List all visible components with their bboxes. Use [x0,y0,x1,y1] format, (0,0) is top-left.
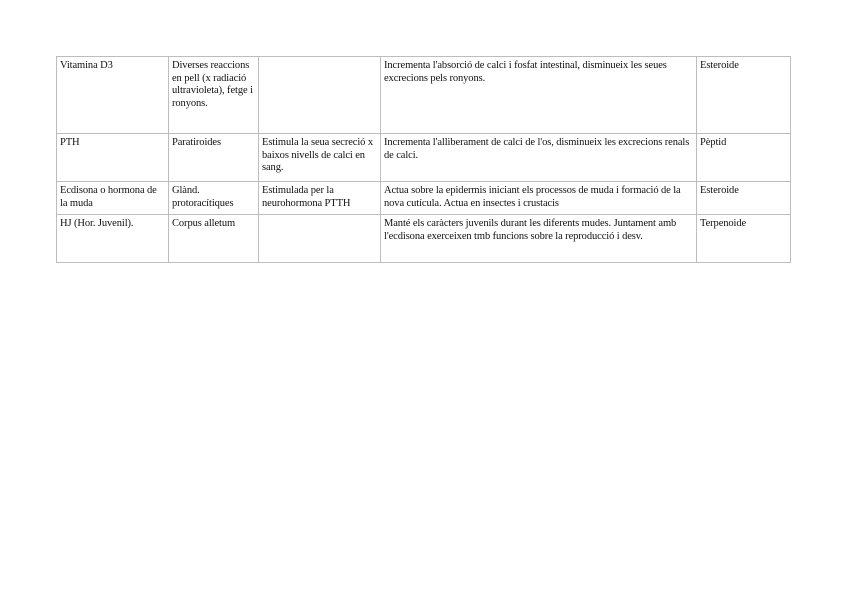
chemical-type-cell: Esteroide [697,182,791,215]
regulation-cell [259,215,381,263]
origin-cell: Glànd. protoracítiques [169,182,259,215]
table-row [57,182,791,215]
hormone-table [56,56,791,263]
function-cell: Actua sobre la epidermis iniciant els processos de muda i formació de la nova cutícula. Actua en insectes i crustacis [381,182,697,215]
regulation-cell: Estimulada per la neurohormona PTTH [259,182,381,215]
chemical-type-cell: Terpenoide [697,215,791,263]
table-row [57,57,791,134]
chemical-type-cell: Esteroide [697,57,791,134]
hormone-name-cell: HJ (Hor. Juvenil). [57,215,169,263]
chemical-type-cell: Pèptid [697,134,791,182]
origin-cell: Corpus alletum [169,215,259,263]
function-cell: Manté els caràcters juvenils durant les diferents mudes. Juntament amb l'ecdisona exerceixen tmb funcions sobre la reproducció i desv. [381,215,697,263]
table-row [57,215,791,263]
hormone-name-cell: PTH [57,134,169,182]
hormone-name-cell: Ecdisona o hormona de la muda [57,182,169,215]
function-cell: Incrementa l'alliberament de calci de l'os, disminueix les excrecions renals de calci. [381,134,697,182]
regulation-cell: Estimula la seua secreció x baixos nivells de calci en sang. [259,134,381,182]
origin-cell: Diverses reaccions en pell (x radiació ultravioleta), fetge i ronyons. [169,57,259,134]
regulation-cell [259,57,381,134]
function-cell: Incrementa l'absorció de calci i fosfat intestinal, disminueix les seues excrecions pels ronyons. [381,57,697,134]
origin-cell: Paratiroides [169,134,259,182]
table-row [57,134,791,182]
hormone-name-cell: Vitamina D3 [57,57,169,134]
